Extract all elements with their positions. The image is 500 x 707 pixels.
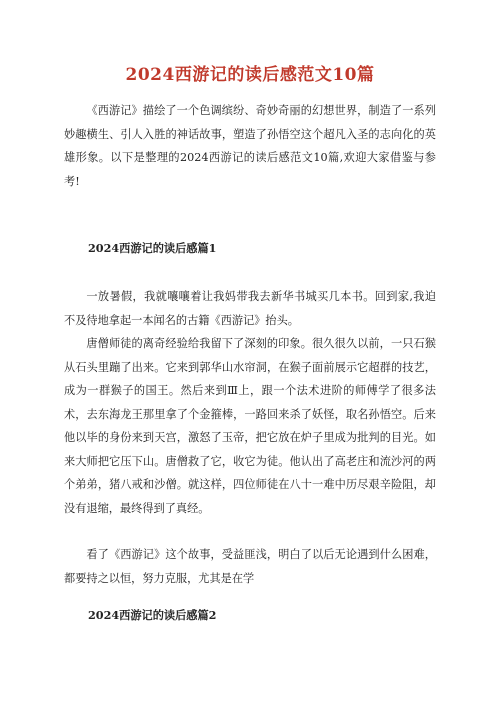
section-heading-1: 2024西游记的读后感篇1 [88,241,217,255]
section-heading-2: 2024西游记的读后感篇2 [88,608,217,622]
intro-paragraph: 《西游记》描绘了一个色调缤纷、奇妙奇丽的幻想世界，制造了一系列妙趣横生、引人入胜的神话故事，塑造了孙悟空这个超凡入圣的志向化的英雄形象。以下是整理的2024西游记的读后感范文10篇,欢迎大家借鉴与参考! [64,104,436,188]
document-title: 2024西游记的读后感范文10篇 [125,65,375,85]
section-1-paragraph-2: 唐僧师徒的离奇经验给我留下了深刻的印象。很久很久以前，一只石猴从石头里蹦了出来。它来到郭华山水帘洞，在猴子面前展示它超群的技艺，成为一群猴子的国王。然后来到Ⅲ上，跟一个法术进阶的师傅学了很多法术，去东海龙王那里拿了个金箍棒，一路回来杀了妖怪，取名孙悟空。后来他以毕的身份来到天宫，激怒了玉帝，把它放在炉子里成为批判的目光。如来大师把它压下山。唐僧救了它，收它为徒。他认出了高老庄和流沙河的两个弟弟，猪八戒和沙僧。就这样，四位师徒在八十一难中历尽艰辛险阻，却没有退缩，最终得到了真经。 [64,337,436,515]
section-1-paragraph-1: 一放暑假，我就嚷嚷着让我妈带我去新华书城买几本书。回到家,我迫不及待地拿起一本闻名的古籍《西游记》抬头。 [64,290,436,327]
section-1-paragraph-3: 看了《西游记》这个故事，受益匪浅，明白了以后无论遇到什么困难，都要持之以恒，努力克服，尤其是在学 [64,548,436,585]
